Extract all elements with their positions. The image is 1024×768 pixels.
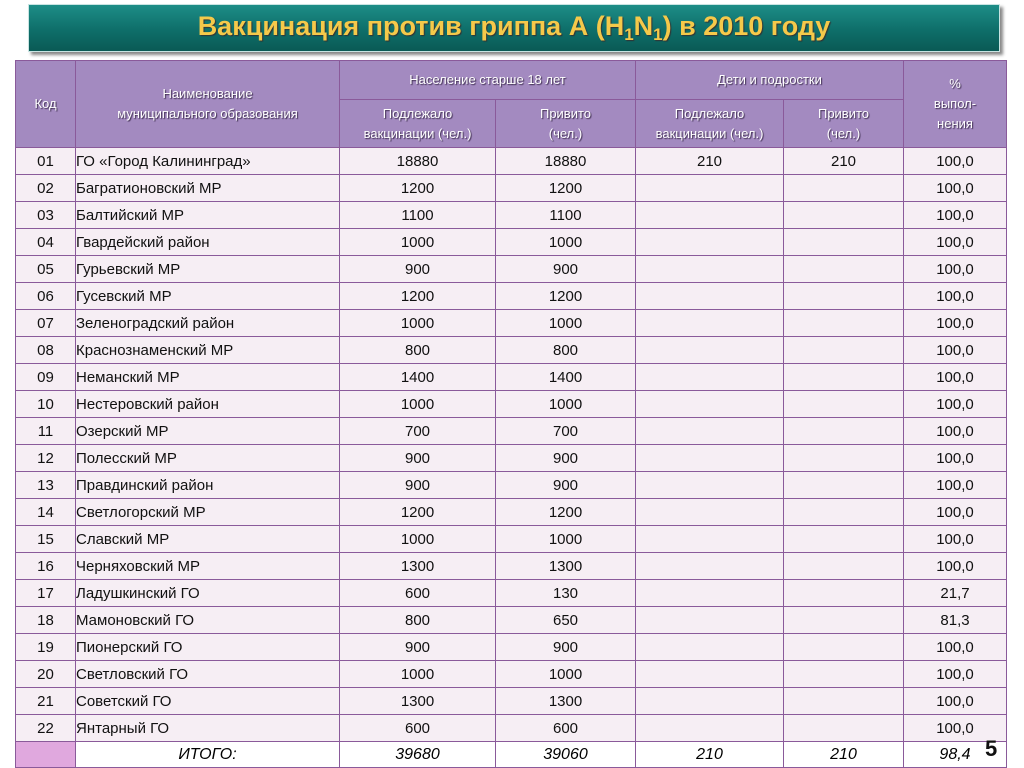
row-name: Балтийский МР [76, 202, 340, 229]
row-children-due [636, 175, 784, 202]
row-code: 07 [16, 310, 76, 337]
table-row [16, 688, 1007, 715]
row-adults-due: 1100 [340, 202, 496, 229]
row-children-due [636, 715, 784, 742]
row-code: 15 [16, 526, 76, 553]
row-code: 20 [16, 661, 76, 688]
row-children-due [636, 310, 784, 337]
row-children-due [636, 526, 784, 553]
table-row [16, 418, 1007, 445]
header-name: Наименование муниципального образования [76, 61, 340, 148]
title-text: Вакцинация против гриппа А $(Н_1N_1)$ в 2010 году [197, 11, 831, 44]
header-children-vaccinated: Привито (чел.) [784, 100, 904, 148]
row-name: Гурьевский МР [76, 256, 340, 283]
row-children-vaccinated [784, 445, 904, 472]
row-code: 02 [16, 175, 76, 202]
row-adults-vaccinated: 1000 [496, 310, 636, 337]
row-code: 17 [16, 580, 76, 607]
row-code: 01 [16, 148, 76, 175]
row-percent: 100,0 [904, 310, 1007, 337]
row-name: Янтарный ГО [76, 715, 340, 742]
row-children-vaccinated [784, 472, 904, 499]
row-children-vaccinated [784, 661, 904, 688]
row-name: Пионерский ГО [76, 634, 340, 661]
row-percent: 100,0 [904, 661, 1007, 688]
row-adults-vaccinated: 1100 [496, 202, 636, 229]
table-row [16, 364, 1007, 391]
row-adults-due: 1300 [340, 553, 496, 580]
row-adults-due: 18880 [340, 148, 496, 175]
row-children-vaccinated [784, 553, 904, 580]
row-percent: 100,0 [904, 553, 1007, 580]
row-name: ГО «Город Калининград» [76, 148, 340, 175]
row-code: 06 [16, 283, 76, 310]
row-children-vaccinated [784, 634, 904, 661]
row-adults-due: 1000 [340, 391, 496, 418]
row-children-due [636, 418, 784, 445]
row-name: Зеленоградский район [76, 310, 340, 337]
total-label: ИТОГО: [76, 742, 340, 768]
row-children-due [636, 607, 784, 634]
row-children-vaccinated [784, 229, 904, 256]
row-adults-vaccinated: 1400 [496, 364, 636, 391]
table-row [16, 472, 1007, 499]
header-children: Дети и подростки [636, 61, 904, 100]
row-percent: 100,0 [904, 445, 1007, 472]
row-adults-due: 1000 [340, 526, 496, 553]
row-name: Светловский ГО [76, 661, 340, 688]
header-adults-vaccinated: Привито (чел.) [496, 100, 636, 148]
row-adults-vaccinated: 1000 [496, 661, 636, 688]
row-code: 21 [16, 688, 76, 715]
row-percent: 100,0 [904, 499, 1007, 526]
row-adults-vaccinated: 1000 [496, 391, 636, 418]
row-percent: 100,0 [904, 472, 1007, 499]
row-adults-vaccinated: 600 [496, 715, 636, 742]
row-adults-due: 1000 [340, 310, 496, 337]
row-percent: 100,0 [904, 391, 1007, 418]
total-row [16, 742, 1007, 768]
row-percent: 100,0 [904, 148, 1007, 175]
row-adults-due: 900 [340, 472, 496, 499]
total-percent: 98,4 [904, 742, 1007, 768]
row-children-due [636, 580, 784, 607]
row-children-vaccinated [784, 607, 904, 634]
row-children-due [636, 283, 784, 310]
table-row [16, 148, 1007, 175]
row-percent: 100,0 [904, 337, 1007, 364]
row-code: 08 [16, 337, 76, 364]
total-children-due: 210 [636, 742, 784, 768]
slide-title [28, 4, 1000, 52]
row-adults-vaccinated: 1000 [496, 526, 636, 553]
row-children-due [636, 364, 784, 391]
row-percent: 100,0 [904, 418, 1007, 445]
row-adults-vaccinated: 18880 [496, 148, 636, 175]
row-percent: 100,0 [904, 175, 1007, 202]
row-code: 14 [16, 499, 76, 526]
row-code: 19 [16, 634, 76, 661]
row-adults-vaccinated: 900 [496, 472, 636, 499]
row-children-vaccinated [784, 256, 904, 283]
row-children-due [636, 661, 784, 688]
header-adults-due: Подлежало вакцинации (чел.) [340, 100, 496, 148]
row-percent: 100,0 [904, 688, 1007, 715]
row-name: Гусевский МР [76, 283, 340, 310]
row-name: Славский МР [76, 526, 340, 553]
total-adults-due: 39680 [340, 742, 496, 768]
row-name: Правдинский район [76, 472, 340, 499]
table-row [16, 580, 1007, 607]
table-row [16, 310, 1007, 337]
table-row [16, 337, 1007, 364]
table-row [16, 715, 1007, 742]
row-name: Багратионовский МР [76, 175, 340, 202]
row-adults-vaccinated: 700 [496, 418, 636, 445]
table-row [16, 202, 1007, 229]
row-adults-vaccinated: 130 [496, 580, 636, 607]
row-adults-due: 900 [340, 445, 496, 472]
row-children-due [636, 445, 784, 472]
table-row [16, 445, 1007, 472]
header-adults: Население старше 18 лет [340, 61, 636, 100]
total-adults-vaccinated: 39060 [496, 742, 636, 768]
row-children-due [636, 634, 784, 661]
table-row [16, 229, 1007, 256]
row-adults-due: 1400 [340, 364, 496, 391]
row-adults-due: 1000 [340, 229, 496, 256]
row-code: 16 [16, 553, 76, 580]
table-row [16, 283, 1007, 310]
row-children-vaccinated [784, 715, 904, 742]
row-percent: 100,0 [904, 283, 1007, 310]
row-adults-due: 900 [340, 634, 496, 661]
row-adults-due: 1200 [340, 499, 496, 526]
row-children-vaccinated [784, 688, 904, 715]
row-code: 12 [16, 445, 76, 472]
row-children-vaccinated [784, 391, 904, 418]
table-row [16, 499, 1007, 526]
row-adults-vaccinated: 1200 [496, 175, 636, 202]
row-code: 03 [16, 202, 76, 229]
row-children-vaccinated [784, 175, 904, 202]
row-children-due: 210 [636, 148, 784, 175]
row-adults-due: 700 [340, 418, 496, 445]
table-row [16, 661, 1007, 688]
row-code: 09 [16, 364, 76, 391]
table-row [16, 634, 1007, 661]
row-percent: 100,0 [904, 634, 1007, 661]
row-children-vaccinated [784, 310, 904, 337]
row-children-due [636, 553, 784, 580]
row-adults-vaccinated: 900 [496, 256, 636, 283]
row-code: 22 [16, 715, 76, 742]
row-percent: 100,0 [904, 202, 1007, 229]
row-percent: 100,0 [904, 229, 1007, 256]
row-percent: 21,7 [904, 580, 1007, 607]
row-code: 05 [16, 256, 76, 283]
row-adults-due: 1200 [340, 175, 496, 202]
table-row [16, 607, 1007, 634]
table-row [16, 175, 1007, 202]
row-name: Нестеровский район [76, 391, 340, 418]
row-percent: 100,0 [904, 715, 1007, 742]
row-code: 11 [16, 418, 76, 445]
row-name: Ладушкинский ГО [76, 580, 340, 607]
table-row [16, 256, 1007, 283]
vaccination-table [15, 60, 1007, 768]
header-code: Код [16, 61, 76, 148]
row-children-due [636, 337, 784, 364]
row-children-due [636, 499, 784, 526]
table-row [16, 553, 1007, 580]
table-row [16, 526, 1007, 553]
row-children-due [636, 688, 784, 715]
header-percent: % выпол- нения [904, 61, 1007, 148]
row-name: Гвардейский район [76, 229, 340, 256]
row-name: Озерский МР [76, 418, 340, 445]
row-name: Полесский МР [76, 445, 340, 472]
row-adults-due: 600 [340, 715, 496, 742]
row-percent: 100,0 [904, 364, 1007, 391]
row-name: Светлогорский МР [76, 499, 340, 526]
row-code: 13 [16, 472, 76, 499]
row-adults-due: 800 [340, 337, 496, 364]
row-percent: 100,0 [904, 526, 1007, 553]
row-children-vaccinated [784, 283, 904, 310]
row-percent: 81,3 [904, 607, 1007, 634]
row-children-due [636, 229, 784, 256]
row-name: Советский ГО [76, 688, 340, 715]
table-row [16, 391, 1007, 418]
total-blank-cell [16, 742, 76, 768]
row-children-vaccinated [784, 337, 904, 364]
row-adults-vaccinated: 650 [496, 607, 636, 634]
row-children-vaccinated [784, 526, 904, 553]
row-adults-due: 1300 [340, 688, 496, 715]
row-adults-vaccinated: 900 [496, 445, 636, 472]
header-children-due: Подлежало вакцинации (чел.) [636, 100, 784, 148]
row-adults-vaccinated: 1200 [496, 283, 636, 310]
row-children-vaccinated [784, 499, 904, 526]
row-adults-vaccinated: 1300 [496, 553, 636, 580]
row-adults-vaccinated: 1300 [496, 688, 636, 715]
row-name: Неманский МР [76, 364, 340, 391]
row-children-due [636, 256, 784, 283]
slide-number: 5 [985, 736, 998, 761]
row-adults-vaccinated: 900 [496, 634, 636, 661]
row-children-vaccinated: 210 [784, 148, 904, 175]
total-children-vaccinated: 210 [784, 742, 904, 768]
row-name: Мамоновский ГО [76, 607, 340, 634]
row-children-vaccinated [784, 580, 904, 607]
row-children-due [636, 391, 784, 418]
row-code: 10 [16, 391, 76, 418]
row-adults-vaccinated: 1200 [496, 499, 636, 526]
row-children-vaccinated [784, 364, 904, 391]
row-code: 04 [16, 229, 76, 256]
row-percent: 100,0 [904, 256, 1007, 283]
row-children-vaccinated [784, 418, 904, 445]
row-adults-due: 1200 [340, 283, 496, 310]
row-children-due [636, 472, 784, 499]
row-children-due [636, 202, 784, 229]
row-children-vaccinated [784, 202, 904, 229]
row-adults-due: 600 [340, 580, 496, 607]
row-adults-due: 800 [340, 607, 496, 634]
row-name: Краснознаменский МР [76, 337, 340, 364]
row-name: Черняховский МР [76, 553, 340, 580]
row-adults-due: 900 [340, 256, 496, 283]
row-code: 18 [16, 607, 76, 634]
row-adults-vaccinated: 800 [496, 337, 636, 364]
row-adults-due: 1000 [340, 661, 496, 688]
row-adults-vaccinated: 1000 [496, 229, 636, 256]
